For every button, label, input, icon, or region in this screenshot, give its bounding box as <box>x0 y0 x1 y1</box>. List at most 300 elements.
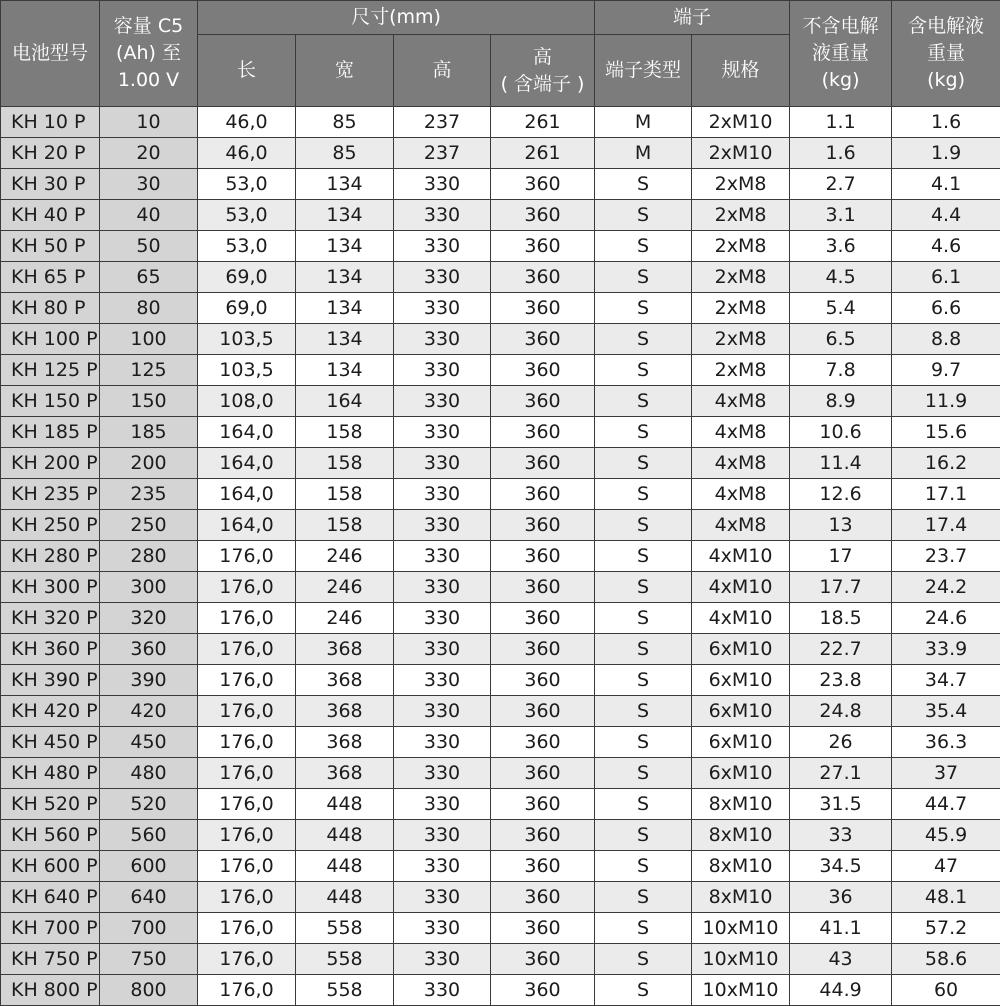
cell-capacity: 420 <box>100 696 198 727</box>
cell-length: 176,0 <box>198 572 296 603</box>
cell-height: 330 <box>394 665 491 696</box>
cell-capacity: 235 <box>100 479 198 510</box>
cell-terminal-type: S <box>595 634 692 665</box>
cell-capacity: 640 <box>100 882 198 913</box>
cell-terminal-spec: 4xM8 <box>692 386 790 417</box>
cell-height: 330 <box>394 572 491 603</box>
header-height-terminal-line: ( 含端子 ) <box>500 72 585 95</box>
cell-capacity: 125 <box>100 355 198 386</box>
header-height: 高 <box>394 35 491 107</box>
cell-height: 330 <box>394 634 491 665</box>
cell-length: 164,0 <box>198 479 296 510</box>
cell-weight-dry: 6.5 <box>790 324 892 355</box>
cell-terminal-spec: 2xM8 <box>692 293 790 324</box>
cell-weight-wet: 45.9 <box>892 820 1000 851</box>
cell-terminal-type: S <box>595 324 692 355</box>
cell-length: 53,0 <box>198 231 296 262</box>
cell-model: KH 65 P <box>1 262 100 293</box>
cell-terminal-type: S <box>595 603 692 634</box>
cell-weight-dry: 7.8 <box>790 355 892 386</box>
cell-height-terminal: 360 <box>491 293 595 324</box>
cell-weight-dry: 2.7 <box>790 169 892 200</box>
cell-terminal-type: S <box>595 975 692 1006</box>
table-row <box>1 572 1000 603</box>
cell-model: KH 150 P <box>1 386 100 417</box>
cell-height-terminal: 360 <box>491 696 595 727</box>
cell-width: 134 <box>296 231 394 262</box>
cell-terminal-spec: 4xM10 <box>692 572 790 603</box>
cell-terminal-type: S <box>595 510 692 541</box>
cell-capacity: 480 <box>100 758 198 789</box>
cell-weight-dry: 12.6 <box>790 479 892 510</box>
table-row <box>1 293 1000 324</box>
header-weight-dry-line: 液重量 <box>812 42 870 64</box>
cell-weight-dry: 33 <box>790 820 892 851</box>
table-row <box>1 665 1000 696</box>
cell-length: 176,0 <box>198 665 296 696</box>
cell-terminal-spec: 2xM8 <box>692 355 790 386</box>
cell-height-terminal: 360 <box>491 882 595 913</box>
cell-length: 46,0 <box>198 107 296 138</box>
header-weight-wet-line: (kg) <box>927 69 965 91</box>
cell-terminal-type: S <box>595 944 692 975</box>
cell-length: 176,0 <box>198 758 296 789</box>
cell-length: 176,0 <box>198 820 296 851</box>
cell-capacity: 185 <box>100 417 198 448</box>
cell-width: 246 <box>296 541 394 572</box>
cell-height-terminal: 360 <box>491 417 595 448</box>
cell-weight-dry: 34.5 <box>790 851 892 882</box>
cell-model: KH 700 P <box>1 913 100 944</box>
header-capacity-line: 容量 C5 <box>113 15 184 37</box>
cell-terminal-spec: 6xM10 <box>692 758 790 789</box>
cell-capacity: 800 <box>100 975 198 1006</box>
cell-terminal-spec: 10xM10 <box>692 944 790 975</box>
cell-width: 558 <box>296 975 394 1006</box>
cell-height: 330 <box>394 417 491 448</box>
cell-model: KH 20 P <box>1 138 100 169</box>
cell-weight-wet: 58.6 <box>892 944 1000 975</box>
cell-terminal-spec: 10xM10 <box>692 913 790 944</box>
table-body <box>1 107 1000 1006</box>
cell-width: 448 <box>296 820 394 851</box>
cell-terminal-type: M <box>595 138 692 169</box>
cell-capacity: 300 <box>100 572 198 603</box>
table-row <box>1 510 1000 541</box>
cell-terminal-spec: 8xM10 <box>692 789 790 820</box>
table-row <box>1 386 1000 417</box>
cell-width: 246 <box>296 603 394 634</box>
cell-width: 134 <box>296 324 394 355</box>
header-weight-wet-line: 含电解液 <box>908 15 985 37</box>
cell-terminal-spec: 8xM10 <box>692 851 790 882</box>
header-height-terminal <box>491 35 595 107</box>
cell-terminal-type: S <box>595 417 692 448</box>
table-row <box>1 107 1000 138</box>
cell-height-terminal: 360 <box>491 634 595 665</box>
table-row <box>1 758 1000 789</box>
cell-capacity: 200 <box>100 448 198 479</box>
cell-width: 368 <box>296 696 394 727</box>
cell-weight-wet: 8.8 <box>892 324 1000 355</box>
table-row <box>1 200 1000 231</box>
cell-weight-dry: 5.4 <box>790 293 892 324</box>
cell-height-terminal: 360 <box>491 231 595 262</box>
cell-weight-dry: 1.6 <box>790 138 892 169</box>
table-row <box>1 231 1000 262</box>
cell-height: 330 <box>394 758 491 789</box>
table-row <box>1 324 1000 355</box>
cell-model: KH 50 P <box>1 231 100 262</box>
header-width: 宽 <box>296 35 394 107</box>
cell-terminal-spec: 6xM10 <box>692 727 790 758</box>
table-row <box>1 789 1000 820</box>
cell-width: 85 <box>296 107 394 138</box>
cell-terminal-spec: 4xM10 <box>692 603 790 634</box>
cell-terminal-type: S <box>595 448 692 479</box>
cell-model: KH 420 P <box>1 696 100 727</box>
cell-length: 53,0 <box>198 169 296 200</box>
cell-length: 176,0 <box>198 851 296 882</box>
table-row <box>1 138 1000 169</box>
cell-height-terminal: 360 <box>491 789 595 820</box>
cell-capacity: 560 <box>100 820 198 851</box>
table-row <box>1 634 1000 665</box>
cell-length: 53,0 <box>198 200 296 231</box>
cell-terminal-type: S <box>595 355 692 386</box>
header-capacity-line: (Ah) 至 <box>116 42 181 64</box>
cell-height-terminal: 360 <box>491 944 595 975</box>
cell-weight-wet: 47 <box>892 851 1000 882</box>
cell-weight-wet: 6.1 <box>892 262 1000 293</box>
cell-terminal-spec: 4xM8 <box>692 448 790 479</box>
cell-width: 368 <box>296 665 394 696</box>
header-capacity-line: 1.00 V <box>117 69 180 91</box>
cell-terminal-spec: 2xM8 <box>692 262 790 293</box>
cell-height-terminal: 360 <box>491 975 595 1006</box>
table-row <box>1 913 1000 944</box>
cell-width: 368 <box>296 727 394 758</box>
cell-height-terminal: 360 <box>491 448 595 479</box>
cell-length: 108,0 <box>198 386 296 417</box>
cell-model: KH 125 P <box>1 355 100 386</box>
cell-weight-wet: 60 <box>892 975 1000 1006</box>
cell-model: KH 480 P <box>1 758 100 789</box>
table-row <box>1 355 1000 386</box>
cell-capacity: 450 <box>100 727 198 758</box>
cell-model: KH 320 P <box>1 603 100 634</box>
cell-width: 246 <box>296 572 394 603</box>
cell-terminal-type: S <box>595 820 692 851</box>
cell-weight-dry: 18.5 <box>790 603 892 634</box>
table-row <box>1 696 1000 727</box>
cell-model: KH 80 P <box>1 293 100 324</box>
cell-capacity: 280 <box>100 541 198 572</box>
cell-height-terminal: 360 <box>491 355 595 386</box>
cell-height: 330 <box>394 448 491 479</box>
cell-width: 134 <box>296 293 394 324</box>
cell-height: 330 <box>394 479 491 510</box>
cell-width: 448 <box>296 851 394 882</box>
cell-height-terminal: 360 <box>491 510 595 541</box>
cell-height-terminal: 360 <box>491 913 595 944</box>
header-weight-dry-line: 不含电解 <box>802 15 879 37</box>
header-terminal-type: 端子类型 <box>595 35 692 107</box>
header-height-terminal-line: 高 <box>533 45 553 68</box>
cell-model: KH 640 P <box>1 882 100 913</box>
cell-height-terminal: 360 <box>491 324 595 355</box>
cell-width: 158 <box>296 510 394 541</box>
cell-weight-dry: 4.5 <box>790 262 892 293</box>
cell-weight-wet: 44.7 <box>892 789 1000 820</box>
cell-terminal-spec: 2xM8 <box>692 200 790 231</box>
cell-height: 330 <box>394 696 491 727</box>
table-header <box>1 1 1000 107</box>
cell-weight-wet: 6.6 <box>892 293 1000 324</box>
table-row <box>1 851 1000 882</box>
cell-capacity: 150 <box>100 386 198 417</box>
cell-capacity: 50 <box>100 231 198 262</box>
cell-height-terminal: 360 <box>491 820 595 851</box>
cell-length: 103,5 <box>198 355 296 386</box>
cell-terminal-type: S <box>595 262 692 293</box>
cell-height-terminal: 360 <box>491 727 595 758</box>
cell-width: 448 <box>296 789 394 820</box>
cell-width: 134 <box>296 262 394 293</box>
cell-height: 330 <box>394 324 491 355</box>
cell-terminal-spec: 2xM8 <box>692 231 790 262</box>
cell-height-terminal: 360 <box>491 386 595 417</box>
cell-terminal-type: S <box>595 200 692 231</box>
cell-terminal-spec: 8xM10 <box>692 882 790 913</box>
cell-height: 237 <box>394 138 491 169</box>
cell-weight-dry: 13 <box>790 510 892 541</box>
cell-height: 330 <box>394 603 491 634</box>
cell-weight-dry: 8.9 <box>790 386 892 417</box>
cell-weight-wet: 24.6 <box>892 603 1000 634</box>
cell-terminal-spec: 8xM10 <box>692 820 790 851</box>
cell-model: KH 390 P <box>1 665 100 696</box>
cell-terminal-spec: 4xM8 <box>692 417 790 448</box>
cell-width: 368 <box>296 758 394 789</box>
cell-terminal-spec: 6xM10 <box>692 665 790 696</box>
cell-weight-wet: 34.7 <box>892 665 1000 696</box>
cell-length: 176,0 <box>198 789 296 820</box>
cell-height-terminal: 360 <box>491 603 595 634</box>
cell-length: 164,0 <box>198 448 296 479</box>
cell-weight-dry: 23.8 <box>790 665 892 696</box>
cell-height: 330 <box>394 851 491 882</box>
cell-model: KH 40 P <box>1 200 100 231</box>
cell-height: 330 <box>394 882 491 913</box>
header-length: 长 <box>198 35 296 107</box>
cell-model: KH 450 P <box>1 727 100 758</box>
cell-terminal-spec: 4xM8 <box>692 510 790 541</box>
table-row <box>1 541 1000 572</box>
cell-capacity: 360 <box>100 634 198 665</box>
cell-terminal-type: S <box>595 169 692 200</box>
cell-height-terminal: 360 <box>491 169 595 200</box>
cell-weight-wet: 17.1 <box>892 479 1000 510</box>
cell-terminal-spec: 2xM8 <box>692 324 790 355</box>
header-terminal-spec: 规格 <box>692 35 790 107</box>
cell-length: 176,0 <box>198 975 296 1006</box>
cell-height-terminal: 360 <box>491 758 595 789</box>
cell-terminal-spec: 10xM10 <box>692 975 790 1006</box>
cell-weight-dry: 3.6 <box>790 231 892 262</box>
cell-model: KH 250 P <box>1 510 100 541</box>
cell-length: 69,0 <box>198 293 296 324</box>
cell-model: KH 300 P <box>1 572 100 603</box>
cell-height: 330 <box>394 820 491 851</box>
cell-length: 176,0 <box>198 603 296 634</box>
cell-width: 164 <box>296 386 394 417</box>
cell-terminal-type: S <box>595 293 692 324</box>
cell-weight-wet: 4.6 <box>892 231 1000 262</box>
table-row <box>1 727 1000 758</box>
cell-terminal-type: S <box>595 665 692 696</box>
cell-height: 330 <box>394 386 491 417</box>
cell-terminal-spec: 4xM8 <box>692 479 790 510</box>
cell-model: KH 200 P <box>1 448 100 479</box>
cell-height: 330 <box>394 510 491 541</box>
header-capacity <box>100 1 198 107</box>
cell-weight-dry: 22.7 <box>790 634 892 665</box>
cell-length: 103,5 <box>198 324 296 355</box>
cell-length: 176,0 <box>198 913 296 944</box>
cell-capacity: 320 <box>100 603 198 634</box>
cell-length: 176,0 <box>198 727 296 758</box>
cell-height: 330 <box>394 913 491 944</box>
cell-height: 330 <box>394 727 491 758</box>
cell-terminal-type: S <box>595 882 692 913</box>
table-row <box>1 169 1000 200</box>
cell-weight-wet: 15.6 <box>892 417 1000 448</box>
cell-height-terminal: 360 <box>491 200 595 231</box>
cell-capacity: 20 <box>100 138 198 169</box>
cell-length: 176,0 <box>198 882 296 913</box>
header-weight-wet <box>892 1 1000 107</box>
cell-weight-wet: 48.1 <box>892 882 1000 913</box>
cell-model: KH 100 P <box>1 324 100 355</box>
cell-model: KH 30 P <box>1 169 100 200</box>
cell-length: 164,0 <box>198 510 296 541</box>
cell-weight-wet: 57.2 <box>892 913 1000 944</box>
table-row <box>1 417 1000 448</box>
cell-width: 158 <box>296 448 394 479</box>
header-dimensions: 尺寸(mm) <box>198 1 595 35</box>
cell-height-terminal: 360 <box>491 479 595 510</box>
cell-terminal-type: S <box>595 696 692 727</box>
cell-weight-wet: 33.9 <box>892 634 1000 665</box>
cell-height: 330 <box>394 789 491 820</box>
cell-terminal-spec: 6xM10 <box>692 696 790 727</box>
table-row <box>1 603 1000 634</box>
cell-terminal-type: S <box>595 789 692 820</box>
header-weight-dry <box>790 1 892 107</box>
cell-weight-dry: 44.9 <box>790 975 892 1006</box>
cell-terminal-spec: 2xM10 <box>692 107 790 138</box>
cell-terminal-type: S <box>595 541 692 572</box>
cell-capacity: 100 <box>100 324 198 355</box>
cell-weight-dry: 24.8 <box>790 696 892 727</box>
cell-weight-dry: 1.1 <box>790 107 892 138</box>
cell-weight-wet: 37 <box>892 758 1000 789</box>
cell-width: 158 <box>296 479 394 510</box>
cell-capacity: 750 <box>100 944 198 975</box>
cell-capacity: 65 <box>100 262 198 293</box>
cell-height: 330 <box>394 944 491 975</box>
cell-weight-dry: 31.5 <box>790 789 892 820</box>
header-weight-dry-line: (kg) <box>821 69 860 91</box>
cell-terminal-spec: 4xM10 <box>692 541 790 572</box>
header-model: 电池型号 <box>1 1 100 107</box>
cell-length: 164,0 <box>198 417 296 448</box>
cell-weight-wet: 1.9 <box>892 138 1000 169</box>
cell-terminal-type: S <box>595 572 692 603</box>
cell-height: 330 <box>394 231 491 262</box>
cell-width: 134 <box>296 200 394 231</box>
cell-terminal-spec: 2xM8 <box>692 169 790 200</box>
table-row <box>1 479 1000 510</box>
cell-model: KH 600 P <box>1 851 100 882</box>
cell-terminal-type: S <box>595 231 692 262</box>
cell-length: 176,0 <box>198 541 296 572</box>
cell-width: 134 <box>296 169 394 200</box>
cell-terminal-type: S <box>595 913 692 944</box>
cell-height-terminal: 360 <box>491 665 595 696</box>
cell-terminal-type: S <box>595 479 692 510</box>
cell-weight-dry: 43 <box>790 944 892 975</box>
cell-width: 558 <box>296 944 394 975</box>
table-row <box>1 262 1000 293</box>
cell-width: 558 <box>296 913 394 944</box>
cell-terminal-type: S <box>595 851 692 882</box>
cell-model: KH 185 P <box>1 417 100 448</box>
cell-model: KH 235 P <box>1 479 100 510</box>
cell-model: KH 520 P <box>1 789 100 820</box>
cell-weight-wet: 1.6 <box>892 107 1000 138</box>
cell-terminal-type: S <box>595 386 692 417</box>
cell-weight-dry: 3.1 <box>790 200 892 231</box>
cell-weight-dry: 26 <box>790 727 892 758</box>
cell-height: 330 <box>394 293 491 324</box>
cell-height-terminal: 261 <box>491 138 595 169</box>
cell-width: 134 <box>296 355 394 386</box>
cell-terminal-type: M <box>595 107 692 138</box>
cell-height: 237 <box>394 107 491 138</box>
cell-model: KH 560 P <box>1 820 100 851</box>
cell-capacity: 40 <box>100 200 198 231</box>
cell-weight-dry: 17 <box>790 541 892 572</box>
cell-height-terminal: 261 <box>491 107 595 138</box>
cell-model: KH 360 P <box>1 634 100 665</box>
cell-length: 46,0 <box>198 138 296 169</box>
cell-capacity: 80 <box>100 293 198 324</box>
cell-weight-dry: 11.4 <box>790 448 892 479</box>
cell-model: KH 800 P <box>1 975 100 1006</box>
cell-height: 330 <box>394 541 491 572</box>
table-row <box>1 975 1000 1006</box>
cell-length: 176,0 <box>198 696 296 727</box>
table-row <box>1 820 1000 851</box>
cell-height-terminal: 360 <box>491 262 595 293</box>
cell-length: 176,0 <box>198 634 296 665</box>
cell-width: 368 <box>296 634 394 665</box>
cell-height: 330 <box>394 262 491 293</box>
cell-length: 69,0 <box>198 262 296 293</box>
cell-height-terminal: 360 <box>491 851 595 882</box>
